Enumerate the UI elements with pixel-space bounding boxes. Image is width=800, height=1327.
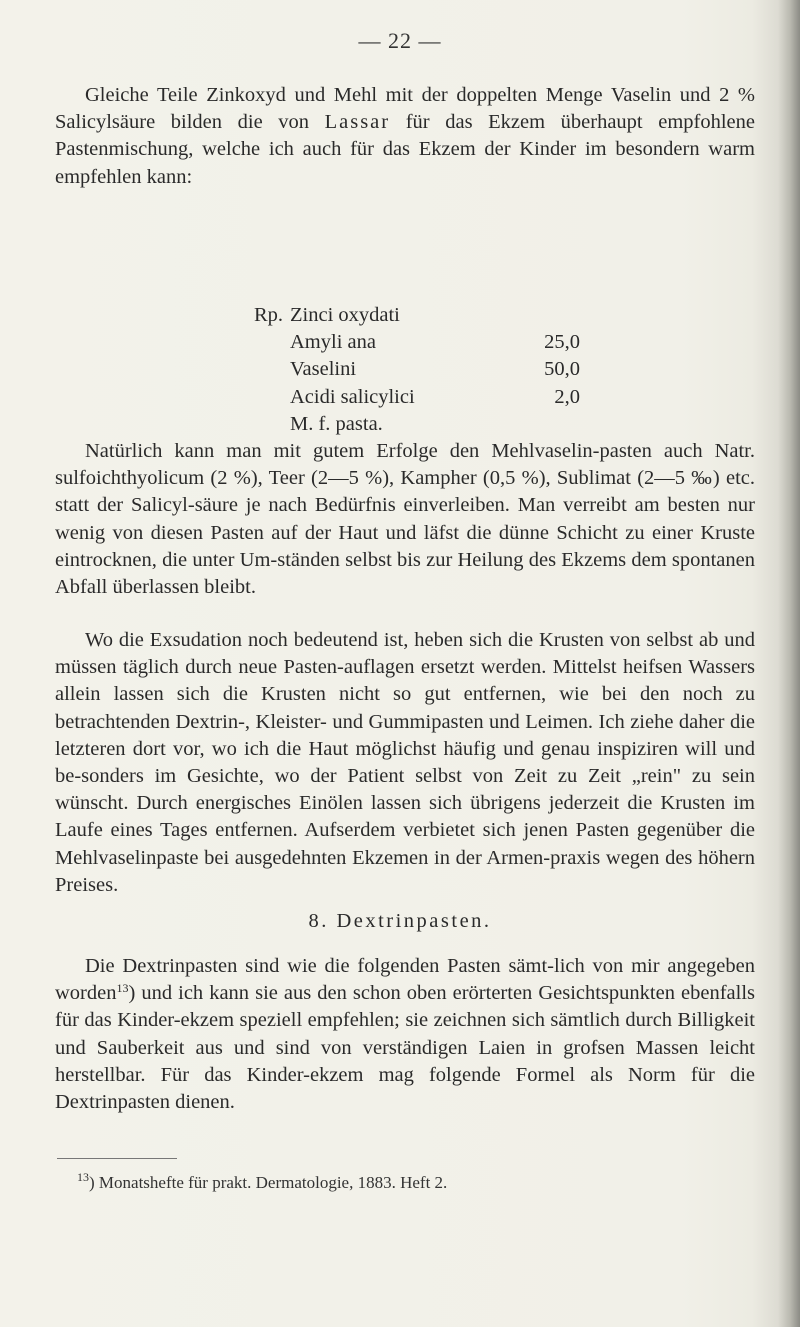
recipe-prefix-spacer [254,329,290,356]
recipe-ingredient: Amyli ana [290,331,376,354]
recipe-row [254,356,614,383]
recipe-row [254,329,614,356]
body-paragraph-3 [55,953,755,1116]
intro-paragraph [55,82,755,191]
body-paragraph-1 [55,438,755,601]
recipe-ingredient: Vaselini [290,358,357,381]
recipe-amount: 50,0 [544,358,580,381]
recipe-amount [510,411,580,438]
paragraph3-part2: ) und ich kann sie aus den schon oben erörterten Gesichtspunkten ebenfalls für das Kinder-ekzem speziell empfehlen; sie zeichnen sich sämtlich durch Billigkeit und Sauberkeit aus und sind von verständigen Laien in grofsen Massen leicht herstellbar. Für das Kinder-ekzem mag folgende Formel als Norm für die Dextrinpasten dienen. [55,982,755,1114]
recipe-ingredient: Zinci oxydati [290,304,400,326]
footnote-reference: 13 [116,981,129,996]
recipe-ingredient: Acidi salicylici [290,385,415,408]
recipe [254,302,614,438]
paragraph-text [55,953,755,1116]
recipe-instruction: M. f. pasta. [290,412,383,435]
recipe-prefix: Rp. [254,304,284,326]
section-number: 8. [308,910,329,932]
recipe-amount [510,302,580,329]
intro-part2: für das Ekzem überhaupt empfohlene Pastenmischung, welche ich auch für das Ekzem der Kinder im besondern warm empfehlen kann: [55,111,755,188]
recipe-row [254,302,614,329]
author-name: Lassar [324,111,391,134]
body-paragraph-2 [55,627,755,899]
footnote-text: ) Monatshefte für prakt. Dermatologie, 1883. Heft 2. [89,1173,448,1192]
recipe-prefix-spacer [254,411,290,438]
recipe-prefix-spacer [254,384,290,411]
page-edge-shadow [778,0,800,1327]
footnote-marker: 13 [77,1170,89,1184]
recipe-amount: 25,0 [544,331,580,354]
recipe-row [254,411,614,438]
intro-part1: Gleiche Teile Zinkoxyd und Mehl mit der doppelten Menge Vaselin und 2 % Salicylsäure bilden die von [55,84,755,134]
section-heading [0,910,800,933]
footnote-divider [57,1158,177,1159]
paragraph-text: Natürlich kann man mit gutem Erfolge den Mehlvaselin-pasten auch Natr. sulfoichthyolicum (2 %), Teer (2—5 %), Kampher (0,5 %), Sublimat (2—5 ‰) etc. statt der Salicyl-säure je nach Bedürfnis einverleiben. Man verreibt am besten nur wenig von diesen Pasten auf der Haut und läfst die dünne Schicht zu einer Kruste eintrocknen, die unter Um-ständen selbst bis zur Heilung des Ekzems dem spontanen Abfall überlassen bleibt. [55,440,755,599]
recipe-row [254,384,614,411]
intro-text [55,82,755,191]
recipe-amount: 2,0 [554,385,580,408]
paragraph-text: Wo die Exsudation noch bedeutend ist, heben sich die Krusten von selbst ab und müssen täglich durch neue Pasten-auflagen ersetzt werden. Mittelst heifsen Wassers allein lassen sich die Krusten nicht so gut entfernen, wie bei den noch zu betrachtenden Dextrin-, Kleister- und Gummipasten und Leimen. Ich ziehe daher die letzteren dort vor, wo ich die Haut möglichst häufig und genau inspiziren will und be-sonders im Gesichte, wo der Patient selbst von Zeit zu Zeit „rein" zu sein wünscht. Durch energisches Einölen lassen sich übrigens jederzeit die Krusten im Laufe eines Tages entfernen. Aufserdem verbietet sich jenen Pasten gegenüber die Mehlvaselinpaste bei ausgedehnten Ekzemen in der Armen-praxis wegen des höhern Preises. [55,629,755,896]
footnote [77,1172,767,1194]
recipe-prefix-spacer [254,356,290,383]
paragraph3-part1: Die Dextrinpasten sind wie die folgenden Pasten sämt-lich von mir angegeben worden [55,955,755,1005]
section-title: Dextrinpasten. [336,910,492,932]
page-number: — 22 — [358,28,442,53]
